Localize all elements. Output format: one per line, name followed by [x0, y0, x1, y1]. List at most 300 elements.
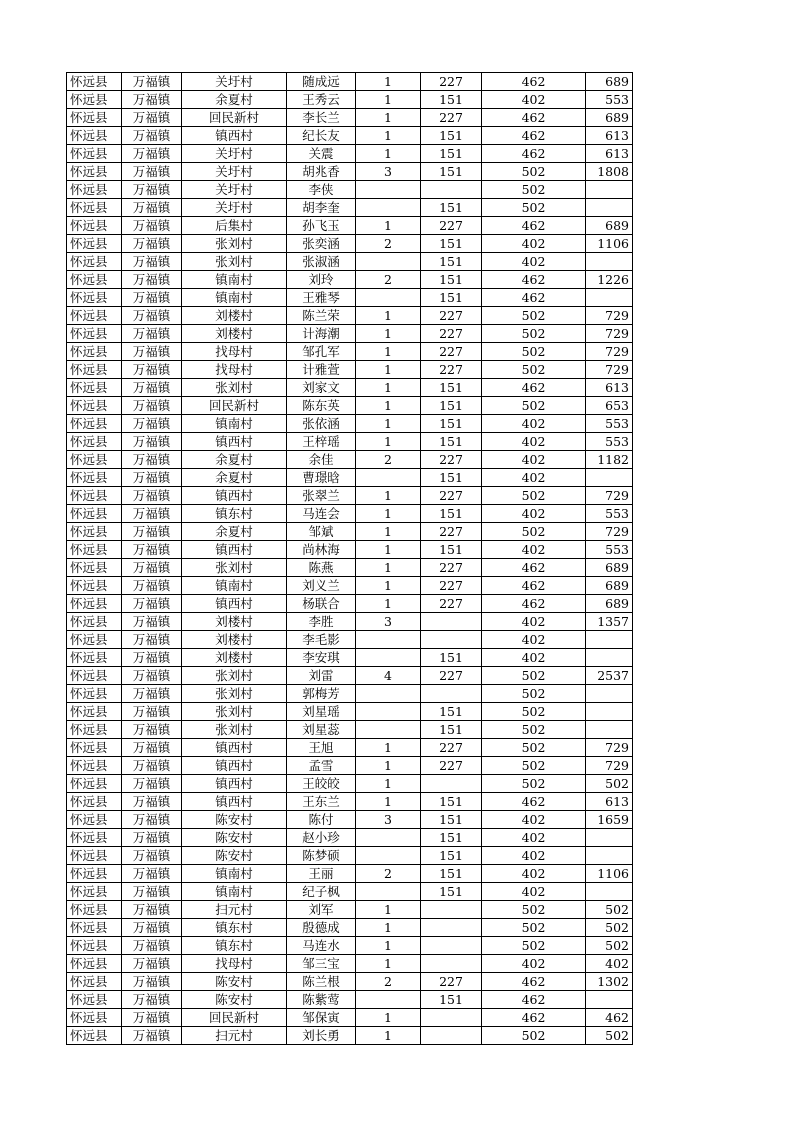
count-cell: 1: [356, 217, 421, 235]
amount-a-cell: 151: [421, 721, 482, 739]
count-cell: 1: [356, 577, 421, 595]
count-cell: 1: [356, 127, 421, 145]
table-row: [67, 415, 633, 433]
amount-b-cell: 402: [482, 415, 586, 433]
table-row: [67, 1027, 633, 1045]
village-cell: 镇西村: [182, 433, 287, 451]
name-cell: 李毛影: [287, 631, 356, 649]
amount-b-cell: 402: [482, 955, 586, 973]
name-cell: 李侠: [287, 181, 356, 199]
amount-a-cell: 227: [421, 217, 482, 235]
count-cell: 1: [356, 937, 421, 955]
amount-b-cell: 502: [482, 523, 586, 541]
amount-b-cell: 402: [482, 433, 586, 451]
count-cell: 1: [356, 1009, 421, 1027]
table-row: [67, 109, 633, 127]
amount-b-cell: 462: [482, 991, 586, 1009]
county-cell: 怀远县: [67, 415, 122, 433]
count-cell: 1: [356, 775, 421, 793]
town-cell: 万福镇: [122, 91, 182, 109]
county-cell: 怀远县: [67, 163, 122, 181]
amount-a-cell: 227: [421, 307, 482, 325]
amount-b-cell: 502: [482, 343, 586, 361]
village-cell: 关圩村: [182, 145, 287, 163]
name-cell: 刘雷: [287, 667, 356, 685]
count-cell: 1: [356, 505, 421, 523]
total-cell: [586, 181, 633, 199]
county-cell: 怀远县: [67, 757, 122, 775]
total-cell: [586, 829, 633, 847]
table-row: [67, 397, 633, 415]
amount-a-cell: 151: [421, 847, 482, 865]
county-cell: 怀远县: [67, 307, 122, 325]
amount-b-cell: 462: [482, 145, 586, 163]
town-cell: 万福镇: [122, 595, 182, 613]
total-cell: [586, 253, 633, 271]
name-cell: 赵小珍: [287, 829, 356, 847]
table-row: [67, 829, 633, 847]
town-cell: 万福镇: [122, 829, 182, 847]
total-cell: 502: [586, 937, 633, 955]
name-cell: 陈付: [287, 811, 356, 829]
town-cell: 万福镇: [122, 865, 182, 883]
count-cell: [356, 469, 421, 487]
name-cell: 陈兰根: [287, 973, 356, 991]
county-cell: 怀远县: [67, 235, 122, 253]
amount-a-cell: 227: [421, 343, 482, 361]
amount-a-cell: 151: [421, 865, 482, 883]
town-cell: 万福镇: [122, 523, 182, 541]
name-cell: 纪子枫: [287, 883, 356, 901]
data-table: [66, 72, 633, 1045]
total-cell: [586, 289, 633, 307]
count-cell: 1: [356, 361, 421, 379]
county-cell: 怀远县: [67, 775, 122, 793]
village-cell: 张刘村: [182, 685, 287, 703]
town-cell: 万福镇: [122, 811, 182, 829]
name-cell: 纪长友: [287, 127, 356, 145]
table-row: [67, 523, 633, 541]
count-cell: 3: [356, 613, 421, 631]
name-cell: 胡李奎: [287, 199, 356, 217]
table-row: [67, 775, 633, 793]
county-cell: 怀远县: [67, 433, 122, 451]
amount-b-cell: 502: [482, 775, 586, 793]
count-cell: [356, 685, 421, 703]
name-cell: 刘长勇: [287, 1027, 356, 1045]
table-row: [67, 217, 633, 235]
count-cell: 1: [356, 415, 421, 433]
name-cell: 邹三宝: [287, 955, 356, 973]
table-row: [67, 631, 633, 649]
amount-b-cell: 402: [482, 541, 586, 559]
name-cell: 王雅琴: [287, 289, 356, 307]
amount-b-cell: 502: [482, 181, 586, 199]
total-cell: 653: [586, 397, 633, 415]
amount-a-cell: 151: [421, 415, 482, 433]
name-cell: 关震: [287, 145, 356, 163]
amount-b-cell: 502: [482, 937, 586, 955]
amount-a-cell: 151: [421, 271, 482, 289]
town-cell: 万福镇: [122, 559, 182, 577]
village-cell: 后集村: [182, 217, 287, 235]
amount-a-cell: [421, 613, 482, 631]
total-cell: [586, 469, 633, 487]
amount-a-cell: [421, 919, 482, 937]
total-cell: 729: [586, 343, 633, 361]
table-row: [67, 667, 633, 685]
table-row: [67, 487, 633, 505]
name-cell: 王秀云: [287, 91, 356, 109]
amount-a-cell: 227: [421, 361, 482, 379]
town-cell: 万福镇: [122, 361, 182, 379]
total-cell: 729: [586, 757, 633, 775]
count-cell: 1: [356, 793, 421, 811]
total-cell: 729: [586, 307, 633, 325]
town-cell: 万福镇: [122, 109, 182, 127]
amount-b-cell: 502: [482, 901, 586, 919]
total-cell: 502: [586, 775, 633, 793]
table-row: [67, 757, 633, 775]
total-cell: [586, 847, 633, 865]
village-cell: 扫元村: [182, 901, 287, 919]
table-row: [67, 271, 633, 289]
village-cell: 镇南村: [182, 883, 287, 901]
total-cell: 1302: [586, 973, 633, 991]
count-cell: 1: [356, 739, 421, 757]
count-cell: [356, 883, 421, 901]
amount-a-cell: 151: [421, 235, 482, 253]
town-cell: 万福镇: [122, 703, 182, 721]
village-cell: 陈安村: [182, 847, 287, 865]
table-row: [67, 919, 633, 937]
county-cell: 怀远县: [67, 919, 122, 937]
town-cell: 万福镇: [122, 793, 182, 811]
total-cell: [586, 199, 633, 217]
total-cell: [586, 649, 633, 667]
county-cell: 怀远县: [67, 469, 122, 487]
count-cell: 1: [356, 397, 421, 415]
total-cell: 1808: [586, 163, 633, 181]
name-cell: 尚林海: [287, 541, 356, 559]
amount-a-cell: [421, 937, 482, 955]
table-row: [67, 793, 633, 811]
name-cell: 邹斌: [287, 523, 356, 541]
total-cell: 462: [586, 1009, 633, 1027]
count-cell: 1: [356, 91, 421, 109]
table-row: [67, 451, 633, 469]
amount-a-cell: [421, 1027, 482, 1045]
amount-b-cell: 462: [482, 127, 586, 145]
village-cell: 镇南村: [182, 865, 287, 883]
village-cell: 余夏村: [182, 469, 287, 487]
count-cell: 1: [356, 343, 421, 361]
name-cell: 李胜: [287, 613, 356, 631]
town-cell: 万福镇: [122, 127, 182, 145]
name-cell: 随成远: [287, 73, 356, 91]
count-cell: 1: [356, 595, 421, 613]
village-cell: 张刘村: [182, 235, 287, 253]
town-cell: 万福镇: [122, 235, 182, 253]
village-cell: 陈安村: [182, 991, 287, 1009]
count-cell: 3: [356, 163, 421, 181]
table-row: [67, 379, 633, 397]
total-cell: 553: [586, 415, 633, 433]
village-cell: 刘楼村: [182, 325, 287, 343]
amount-b-cell: 502: [482, 919, 586, 937]
county-cell: 怀远县: [67, 811, 122, 829]
county-cell: 怀远县: [67, 613, 122, 631]
amount-a-cell: 151: [421, 433, 482, 451]
county-cell: 怀远县: [67, 505, 122, 523]
name-cell: 刘星瑶: [287, 703, 356, 721]
name-cell: 郭梅芳: [287, 685, 356, 703]
table-row: [67, 541, 633, 559]
amount-a-cell: 151: [421, 289, 482, 307]
county-cell: 怀远县: [67, 1009, 122, 1027]
table-row: [67, 577, 633, 595]
count-cell: 1: [356, 919, 421, 937]
town-cell: 万福镇: [122, 163, 182, 181]
total-cell: 613: [586, 145, 633, 163]
table-row: [67, 433, 633, 451]
count-cell: [356, 703, 421, 721]
county-cell: 怀远县: [67, 451, 122, 469]
village-cell: 关圩村: [182, 163, 287, 181]
amount-b-cell: 462: [482, 973, 586, 991]
town-cell: 万福镇: [122, 487, 182, 505]
table-row: [67, 739, 633, 757]
count-cell: 1: [356, 325, 421, 343]
table-row: [67, 937, 633, 955]
count-cell: 1: [356, 109, 421, 127]
village-cell: 张刘村: [182, 703, 287, 721]
total-cell: 729: [586, 361, 633, 379]
town-cell: 万福镇: [122, 973, 182, 991]
town-cell: 万福镇: [122, 289, 182, 307]
amount-b-cell: 502: [482, 199, 586, 217]
amount-b-cell: 402: [482, 613, 586, 631]
name-cell: 孟雪: [287, 757, 356, 775]
name-cell: 陈燕: [287, 559, 356, 577]
village-cell: 刘楼村: [182, 307, 287, 325]
town-cell: 万福镇: [122, 667, 182, 685]
count-cell: 1: [356, 487, 421, 505]
county-cell: 怀远县: [67, 271, 122, 289]
table-row: [67, 253, 633, 271]
amount-a-cell: 151: [421, 253, 482, 271]
table-row: [67, 865, 633, 883]
town-cell: 万福镇: [122, 721, 182, 739]
village-cell: 关圩村: [182, 199, 287, 217]
village-cell: 余夏村: [182, 91, 287, 109]
amount-a-cell: 151: [421, 541, 482, 559]
count-cell: [356, 631, 421, 649]
county-cell: 怀远县: [67, 217, 122, 235]
town-cell: 万福镇: [122, 775, 182, 793]
amount-a-cell: 151: [421, 469, 482, 487]
amount-b-cell: 402: [482, 505, 586, 523]
total-cell: 689: [586, 559, 633, 577]
amount-a-cell: 151: [421, 649, 482, 667]
count-cell: [356, 721, 421, 739]
amount-a-cell: 227: [421, 667, 482, 685]
town-cell: 万福镇: [122, 685, 182, 703]
amount-a-cell: 151: [421, 811, 482, 829]
name-cell: 刘星蕊: [287, 721, 356, 739]
count-cell: 1: [356, 541, 421, 559]
table-row: [67, 325, 633, 343]
town-cell: 万福镇: [122, 379, 182, 397]
table-row: [67, 847, 633, 865]
table-row: [67, 901, 633, 919]
total-cell: 613: [586, 793, 633, 811]
name-cell: 陈东英: [287, 397, 356, 415]
total-cell: [586, 991, 633, 1009]
total-cell: 502: [586, 919, 633, 937]
table-row: [67, 91, 633, 109]
county-cell: 怀远县: [67, 253, 122, 271]
name-cell: 王旭: [287, 739, 356, 757]
count-cell: 1: [356, 379, 421, 397]
village-cell: 张刘村: [182, 253, 287, 271]
village-cell: 关圩村: [182, 181, 287, 199]
village-cell: 刘楼村: [182, 613, 287, 631]
village-cell: 镇西村: [182, 739, 287, 757]
total-cell: [586, 883, 633, 901]
amount-b-cell: 502: [482, 757, 586, 775]
name-cell: 计海潮: [287, 325, 356, 343]
table-row: [67, 343, 633, 361]
town-cell: 万福镇: [122, 541, 182, 559]
town-cell: 万福镇: [122, 991, 182, 1009]
town-cell: 万福镇: [122, 1009, 182, 1027]
name-cell: 王丽: [287, 865, 356, 883]
county-cell: 怀远县: [67, 595, 122, 613]
amount-b-cell: 502: [482, 685, 586, 703]
village-cell: 镇东村: [182, 919, 287, 937]
amount-a-cell: 227: [421, 595, 482, 613]
total-cell: 2537: [586, 667, 633, 685]
total-cell: 1357: [586, 613, 633, 631]
town-cell: 万福镇: [122, 181, 182, 199]
total-cell: 689: [586, 73, 633, 91]
count-cell: 1: [356, 757, 421, 775]
amount-b-cell: 502: [482, 667, 586, 685]
total-cell: 553: [586, 433, 633, 451]
name-cell: 刘玲: [287, 271, 356, 289]
amount-b-cell: 462: [482, 595, 586, 613]
county-cell: 怀远县: [67, 523, 122, 541]
name-cell: 杨联合: [287, 595, 356, 613]
county-cell: 怀远县: [67, 487, 122, 505]
count-cell: 1: [356, 145, 421, 163]
amount-a-cell: 227: [421, 739, 482, 757]
town-cell: 万福镇: [122, 271, 182, 289]
town-cell: 万福镇: [122, 325, 182, 343]
amount-b-cell: 462: [482, 379, 586, 397]
count-cell: 2: [356, 451, 421, 469]
total-cell: 689: [586, 595, 633, 613]
county-cell: 怀远县: [67, 649, 122, 667]
amount-a-cell: [421, 631, 482, 649]
amount-a-cell: [421, 775, 482, 793]
village-cell: 镇西村: [182, 793, 287, 811]
count-cell: [356, 199, 421, 217]
table-row: [67, 559, 633, 577]
village-cell: 回民新村: [182, 1009, 287, 1027]
county-cell: 怀远县: [67, 145, 122, 163]
count-cell: [356, 829, 421, 847]
county-cell: 怀远县: [67, 739, 122, 757]
count-cell: 2: [356, 973, 421, 991]
town-cell: 万福镇: [122, 505, 182, 523]
village-cell: 找母村: [182, 343, 287, 361]
total-cell: 613: [586, 127, 633, 145]
amount-a-cell: [421, 181, 482, 199]
count-cell: [356, 991, 421, 1009]
total-cell: 729: [586, 325, 633, 343]
county-cell: 怀远县: [67, 199, 122, 217]
town-cell: 万福镇: [122, 649, 182, 667]
town-cell: 万福镇: [122, 343, 182, 361]
amount-a-cell: 151: [421, 991, 482, 1009]
table-body: [67, 73, 633, 1045]
village-cell: 陈安村: [182, 973, 287, 991]
amount-a-cell: 227: [421, 487, 482, 505]
town-cell: 万福镇: [122, 307, 182, 325]
count-cell: 1: [356, 73, 421, 91]
total-cell: 553: [586, 91, 633, 109]
total-cell: 729: [586, 523, 633, 541]
table-row: [67, 199, 633, 217]
amount-b-cell: 502: [482, 487, 586, 505]
town-cell: 万福镇: [122, 397, 182, 415]
count-cell: 2: [356, 865, 421, 883]
county-cell: 怀远县: [67, 577, 122, 595]
table-row: [67, 505, 633, 523]
total-cell: 553: [586, 541, 633, 559]
amount-b-cell: 502: [482, 163, 586, 181]
amount-a-cell: 151: [421, 163, 482, 181]
amount-a-cell: 227: [421, 577, 482, 595]
county-cell: 怀远县: [67, 73, 122, 91]
village-cell: 张刘村: [182, 559, 287, 577]
amount-a-cell: 151: [421, 397, 482, 415]
table-row: [67, 991, 633, 1009]
name-cell: 陈紫莺: [287, 991, 356, 1009]
name-cell: 陈梦硕: [287, 847, 356, 865]
name-cell: 邹保寅: [287, 1009, 356, 1027]
table-row: [67, 685, 633, 703]
village-cell: 镇东村: [182, 937, 287, 955]
amount-b-cell: 402: [482, 631, 586, 649]
village-cell: 张刘村: [182, 721, 287, 739]
village-cell: 刘楼村: [182, 649, 287, 667]
name-cell: 王皎皎: [287, 775, 356, 793]
table-row: [67, 361, 633, 379]
amount-a-cell: 227: [421, 325, 482, 343]
county-cell: 怀远县: [67, 343, 122, 361]
county-cell: 怀远县: [67, 991, 122, 1009]
village-cell: 镇南村: [182, 289, 287, 307]
village-cell: 张刘村: [182, 667, 287, 685]
amount-a-cell: [421, 685, 482, 703]
total-cell: 729: [586, 739, 633, 757]
county-cell: 怀远县: [67, 1027, 122, 1045]
amount-a-cell: 227: [421, 109, 482, 127]
amount-a-cell: 227: [421, 973, 482, 991]
